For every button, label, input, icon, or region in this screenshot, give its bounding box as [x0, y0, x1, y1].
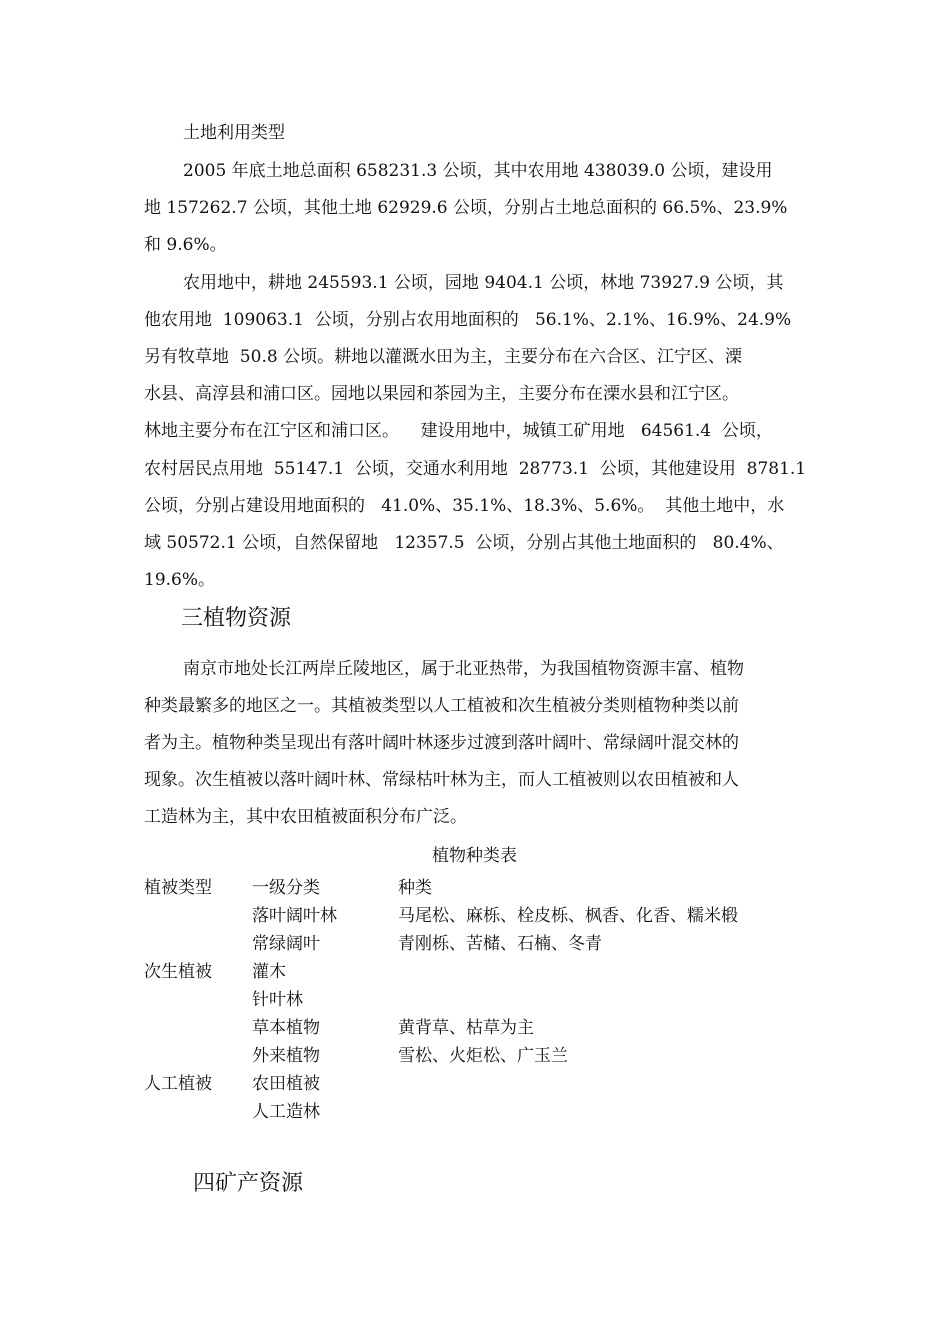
table-header-cell: 一级分类	[252, 878, 320, 898]
table-cell: 外来植物	[252, 1046, 320, 1066]
land-use-line: 他农用地 109063.1 公顷，分别占农用地面积的 56.1%、2.1%、16.9%、24.9%	[144, 310, 792, 330]
table-cell: 针叶林	[252, 990, 303, 1010]
land-use-line: 域 50572.1 公顷，自然保留地 12357.5 公顷，分别占其他土地面积的 80.4%、	[144, 533, 784, 553]
land-use-line: 农村居民点用地 55147.1 公顷，交通水利用地 28773.1 公顷，其他建设用 8781.1	[144, 459, 807, 479]
land-use-line: 和 9.6%。	[144, 235, 227, 255]
table-cell: 雪松、火炬松、广玉兰	[398, 1046, 568, 1066]
table-cell: 人工造林	[252, 1102, 320, 1122]
table-cell: 人工植被	[144, 1074, 212, 1094]
land-use-line: 2005 年底土地总面积 658231.3 公顷，其中农用地 438039.0 公顷，建设用	[183, 161, 773, 181]
table-cell: 常绿阔叶	[252, 934, 320, 954]
plants-heading: 三植物资源	[181, 606, 292, 631]
minerals-heading: 四矿产资源	[193, 1171, 304, 1196]
table-cell: 黄背草、枯草为主	[398, 1018, 534, 1038]
table-cell: 落叶阔叶林	[252, 906, 337, 926]
land-use-line: 公顷，分别占建设用地面积的 41.0%、35.1%、18.3%、5.6%。 其他土地中，水	[144, 496, 785, 516]
table-cell: 马尾松、麻栎、栓皮栎、枫香、化香、糯米椴	[398, 906, 738, 926]
plants-paragraph-line: 南京市地处长江两岸丘陵地区，属于北亚热带，为我国植物资源丰富、植物	[183, 659, 744, 679]
land-use-line: 林地主要分布在江宁区和浦口区。 建设用地中，城镇工矿用地 64561.4 公顷，	[144, 421, 773, 441]
plants-paragraph-line: 工造林为主，其中农田植被面积分布广泛。	[144, 807, 467, 827]
table-caption: 植物种类表	[432, 846, 517, 866]
plants-paragraph-line: 种类最繁多的地区之一。其植被类型以人工植被和次生植被分类则植物种类以前	[144, 696, 739, 716]
land-use-line: 地 157262.7 公顷，其他土地 62929.6 公顷，分别占土地总面积的 66.5%、23.9%	[144, 198, 788, 218]
land-use-line: 另有牧草地 50.8 公顷。耕地以灌溉水田为主，主要分布在六合区、江宁区、溧	[144, 347, 743, 367]
table-cell: 灌木	[252, 962, 286, 982]
land-use-line: 19.6%。	[144, 570, 216, 590]
plants-paragraph-line: 者为主。植物种类呈现出有落叶阔叶林逐步过渡到落叶阔叶、常绿阔叶混交林的	[144, 733, 739, 753]
plants-paragraph-line: 现象。次生植被以落叶阔叶林、常绿枯叶林为主，而人工植被则以农田植被和人	[144, 770, 739, 790]
land-use-line: 农用地中，耕地 245593.1 公顷，园地 9404.1 公顷，林地 73927.9 公顷，其	[183, 273, 784, 293]
table-cell: 草本植物	[252, 1018, 320, 1038]
table-header-cell: 种类	[398, 878, 432, 898]
table-cell: 农田植被	[252, 1074, 320, 1094]
table-cell: 青刚栎、苦槠、石楠、冬青	[398, 934, 602, 954]
table-cell: 次生植被	[144, 962, 212, 982]
land-use-heading: 土地利用类型	[183, 123, 285, 143]
table-header-cell: 植被类型	[144, 878, 212, 898]
land-use-line: 水县、高淳县和浦口区。园地以果园和茶园为主，主要分布在溧水县和江宁区。	[144, 384, 739, 404]
